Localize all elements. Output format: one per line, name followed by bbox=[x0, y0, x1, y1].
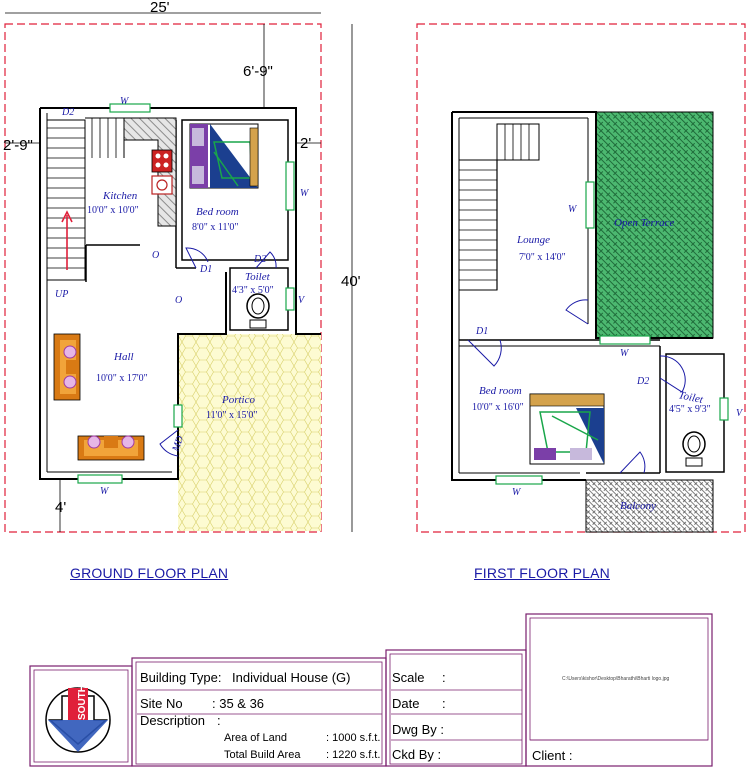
date-colon: : bbox=[442, 696, 446, 711]
terrace-label: Open Terrace bbox=[614, 217, 675, 229]
logo-placeholder-path: C:\Users\kishor\Desktop\Bharathi\Bharti logo.jpg bbox=[562, 676, 670, 682]
toilet-size: 4'5" x 9'3" bbox=[669, 404, 711, 415]
right-side-dimension: 2' bbox=[300, 135, 312, 152]
ground-floor-title: GROUND FLOOR PLAN bbox=[70, 565, 229, 581]
first-floor-plan bbox=[417, 24, 745, 532]
left-side-dimension: 2'-9" bbox=[3, 137, 33, 154]
width-dimension: 25' bbox=[150, 0, 170, 16]
site-no-label: Site No bbox=[140, 696, 183, 711]
toilet-label: Toilet bbox=[245, 271, 270, 283]
ventilator bbox=[720, 398, 728, 420]
ventilator-tag: V bbox=[298, 295, 305, 306]
toilet-commode-icon bbox=[247, 294, 269, 328]
door-balcony bbox=[620, 452, 645, 473]
window-bottom bbox=[78, 475, 122, 483]
area-land-value: : 1000 s.f.t. bbox=[326, 732, 381, 744]
site-no-value: : 35 & 36 bbox=[212, 696, 265, 711]
sofa-icon bbox=[78, 436, 144, 460]
door-lounge bbox=[566, 300, 588, 324]
window-tag: W bbox=[120, 96, 129, 107]
sink-icon bbox=[152, 176, 172, 194]
depth-dimension: 40' bbox=[341, 273, 361, 290]
bed-icon bbox=[530, 394, 604, 464]
bedroom-label: Bed room bbox=[479, 385, 522, 397]
client-label: Client : bbox=[532, 748, 573, 763]
opening-tag: O bbox=[152, 250, 160, 261]
dwg-by-label: Dwg By : bbox=[392, 722, 445, 737]
window-top bbox=[110, 104, 150, 112]
window-lounge bbox=[586, 182, 594, 228]
toilet-size: 4'3" x 5'0" bbox=[232, 285, 274, 296]
door-tag-d2: D2 bbox=[62, 107, 75, 118]
bed-icon bbox=[190, 124, 258, 188]
setback-dimension: 6'-9" bbox=[243, 63, 273, 80]
lounge-size: 7'0" x 14'0" bbox=[519, 252, 566, 263]
window-hall-right bbox=[174, 405, 182, 427]
description-label: Description bbox=[140, 713, 206, 728]
bedroom-label: Bed room bbox=[196, 206, 239, 218]
date-label: Date bbox=[392, 696, 420, 711]
hall-size: 10'0" x 17'0" bbox=[96, 373, 148, 384]
window-mid bbox=[600, 336, 650, 344]
door-tag-d1: D1 bbox=[200, 264, 213, 275]
toilet-commode-icon bbox=[683, 432, 705, 466]
portico-label: Portico bbox=[222, 394, 255, 406]
opening-tag: O bbox=[175, 295, 183, 306]
sofa-icon bbox=[54, 334, 80, 400]
building-type-label: Building Type: bbox=[140, 670, 222, 685]
description-colon: : bbox=[217, 713, 221, 728]
stove-icon bbox=[152, 150, 172, 172]
total-build-label: Total Build Area bbox=[224, 749, 301, 761]
kitchen-size: 10'0" x 10'0" bbox=[87, 205, 139, 216]
window-tag: W bbox=[512, 487, 521, 498]
compass-south-label: SOUTH bbox=[77, 685, 88, 720]
door-d1 bbox=[468, 340, 501, 366]
toilet-label: Toilet bbox=[677, 389, 705, 407]
kitchen-label: Kitchen bbox=[103, 190, 138, 202]
stair-up-tag: UP bbox=[55, 289, 69, 300]
door-tag-d2: D2 bbox=[254, 254, 267, 265]
window-tag: W bbox=[300, 188, 309, 199]
door-tag-d1: D1 bbox=[476, 326, 489, 337]
main-door-tag: MD bbox=[170, 434, 187, 454]
first-floor-title: FIRST FLOOR PLAN bbox=[474, 565, 610, 581]
door-tag-d2: D2 bbox=[637, 376, 650, 387]
hall-label: Hall bbox=[114, 351, 134, 363]
building-type-value: Individual House (G) bbox=[232, 670, 351, 685]
scale-colon: : bbox=[442, 670, 446, 685]
staircase bbox=[459, 124, 539, 290]
ckd-by-label: Ckd By : bbox=[392, 747, 442, 762]
portico-size: 11'0" x 15'0" bbox=[206, 410, 258, 421]
total-build-value: : 1220 s.f.t. bbox=[326, 749, 381, 761]
ground-floor-plan bbox=[3, 0, 361, 532]
window-bottom bbox=[496, 476, 542, 484]
bedroom-size: 10'0" x 16'0" bbox=[472, 402, 524, 413]
ventilator-tag: V bbox=[736, 408, 743, 419]
window-tag: W bbox=[620, 348, 629, 359]
bedroom-size: 8'0" x 11'0" bbox=[192, 222, 239, 233]
window-tag: W bbox=[100, 486, 109, 497]
portico-area bbox=[178, 334, 321, 531]
door-d2 bbox=[660, 356, 685, 392]
balcony-label: Balcony bbox=[620, 500, 657, 512]
area-land-label: Area of Land bbox=[224, 732, 287, 744]
window-tag: W bbox=[568, 204, 577, 215]
lounge-label: Lounge bbox=[517, 234, 550, 246]
scale-label: Scale bbox=[392, 670, 425, 685]
window-bedroom bbox=[286, 162, 294, 210]
ventilator bbox=[286, 288, 294, 310]
bottom-dimension: 4' bbox=[55, 499, 67, 516]
